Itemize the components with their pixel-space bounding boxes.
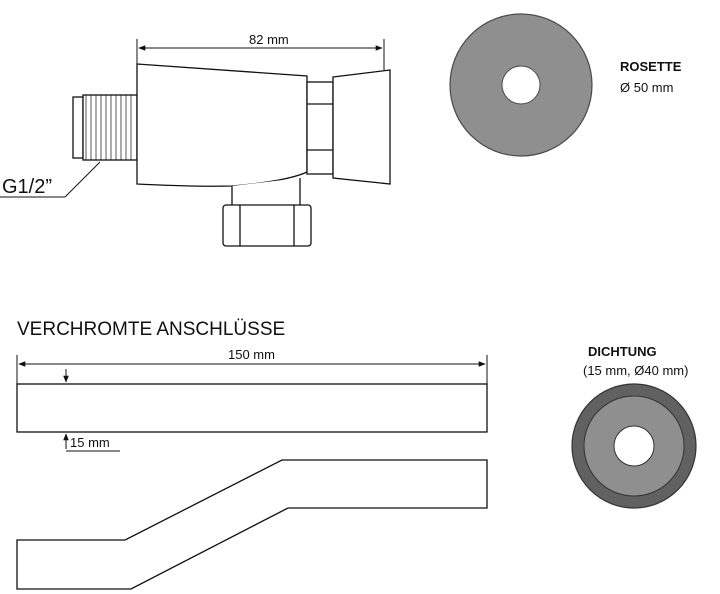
pipes-length-dimension [17,347,487,384]
pipe-thickness-label: 15 mm [70,435,110,450]
seal-title: DICHTUNG [588,344,657,359]
seal-drawing [572,344,696,508]
valve-body [137,64,307,186]
pipes-length-label: 150 mm [228,347,275,362]
push-button [333,70,390,184]
rosette-drawing [450,14,682,156]
flush-valve-drawing [73,64,390,246]
pipes-title: VERCHROMTE ANSCHLÜSSE [17,319,286,340]
seal-hole [614,426,654,466]
rosette-diameter: Ø 50 mm [620,80,674,95]
rosette-hole [502,66,540,104]
thread-label: G1/2” [2,176,53,198]
seal-spec: (15 mm, Ø40 mm) [583,363,689,378]
offset-pipe [17,460,487,589]
thread-callout [0,162,100,198]
valve-length-label: 82 mm [249,32,289,47]
straight-pipe [17,384,487,432]
rosette-title: ROSETTE [620,59,682,74]
threaded-inlet [73,95,137,160]
valve-length-dimension [137,32,384,70]
outlet-nut [223,178,311,246]
valve-collar [307,82,333,174]
